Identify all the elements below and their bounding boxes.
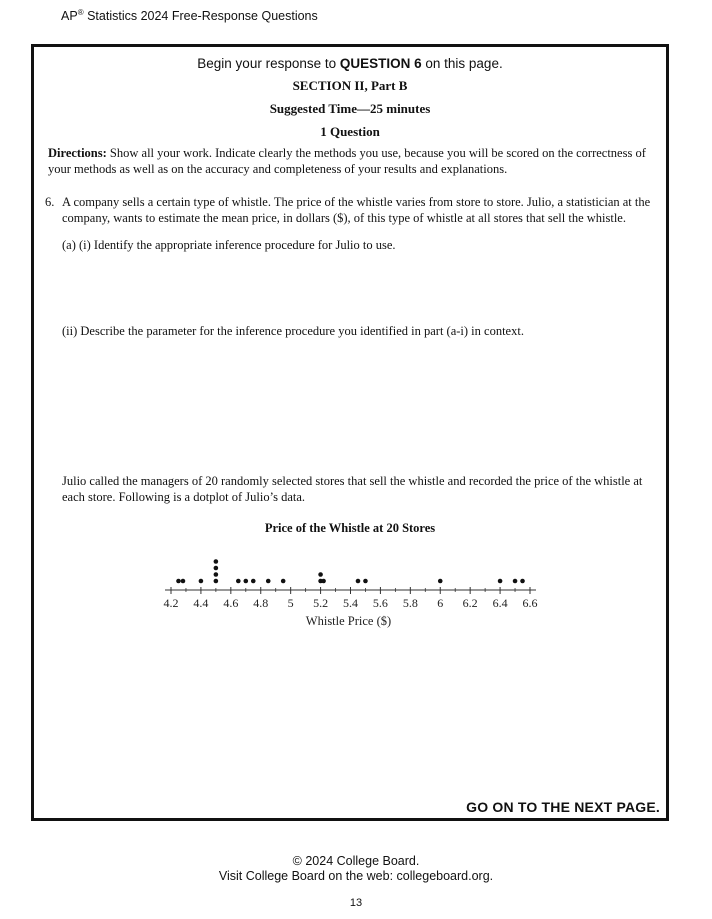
x-tick-label: 5 xyxy=(287,596,294,610)
data-dot xyxy=(251,579,256,584)
visit-website: Visit College Board on the web: collegeboard.org. xyxy=(218,869,494,883)
x-axis-label: Whistle Price ($) xyxy=(305,614,392,628)
data-dot xyxy=(281,579,286,584)
section-title: SECTION II, Part B xyxy=(292,78,408,93)
x-tick-label: 6.4 xyxy=(492,596,508,610)
x-tick-label: 5.8 xyxy=(402,596,418,610)
chart-title: Price of the Whistle at 20 Stores xyxy=(264,521,436,535)
directions-text: Show all your work. Indicate clearly the methods you use, because you will be scored on the correctness of your methods as well as on the accuracy and completeness of your results and explanations. xyxy=(48,146,646,176)
page-number: 13 xyxy=(349,897,363,909)
begin-prefix: Begin your response to xyxy=(197,56,340,71)
copyright: © 2024 College Board. xyxy=(292,854,420,868)
x-tick-label: 6 xyxy=(437,596,444,610)
data-dot xyxy=(214,572,219,577)
data-dot xyxy=(199,579,204,584)
running-header xyxy=(61,8,318,23)
x-tick-label: 4.2 xyxy=(163,596,179,610)
part-a-i: (a) (i) Identify the appropriate inference procedure for Julio to use. xyxy=(62,238,396,252)
x-tick-label: 6.2 xyxy=(462,596,478,610)
data-dot xyxy=(214,579,219,584)
data-dot xyxy=(243,579,248,584)
response-box xyxy=(31,44,669,821)
part-a-ii: (ii) Describe the parameter for the inference procedure you identified in part (a-i) in context. xyxy=(62,324,524,338)
begin-question-number: QUESTION 6 xyxy=(339,56,422,71)
x-tick-label: 5.6 xyxy=(372,596,388,610)
question-number: 6. xyxy=(45,195,55,209)
begin-response-line xyxy=(34,56,666,71)
data-dot xyxy=(363,579,368,584)
x-tick-label: 6.6 xyxy=(522,596,538,610)
directions-label: Directions: xyxy=(48,146,107,160)
data-dot xyxy=(236,579,241,584)
data-dot xyxy=(513,579,518,584)
x-tick-label: 5.2 xyxy=(313,596,329,610)
directions xyxy=(48,145,663,177)
data-dot xyxy=(438,579,443,584)
data-dot xyxy=(214,559,219,564)
data-dot xyxy=(176,579,181,584)
data-dot xyxy=(266,579,271,584)
x-tick-label: 4.6 xyxy=(223,596,239,610)
go-on-next-page: GO ON TO THE NEXT PAGE. xyxy=(466,799,660,815)
running-title: Statistics 2024 Free-Response Questions xyxy=(87,9,318,24)
data-dot xyxy=(356,579,361,584)
data-dot xyxy=(214,566,219,571)
x-tick-label: 5.4 xyxy=(343,596,358,610)
dotplot-chart xyxy=(34,539,666,629)
question-count: 1 Question xyxy=(320,124,380,139)
data-dot xyxy=(498,579,503,584)
data-intro: Julio called the managers of 20 randomly selected stores that sell the whistle and recorded the price of the whistle at each store. Following is a dotplot of Julio’s data. xyxy=(62,474,643,504)
registered-mark: ® xyxy=(77,8,84,17)
data-dot xyxy=(520,579,525,584)
question-stem-text: A company sells a certain type of whistle. The price of the whistle varies from store to store. Julio, a statistician at the company, wants to estimate the mean price, in dollars ($), of this type of whistle at all stores that sell the whistle. xyxy=(62,195,651,225)
data-dot xyxy=(181,579,186,584)
footer xyxy=(0,854,712,884)
data-dot xyxy=(321,579,326,584)
begin-suffix: on this page. xyxy=(421,56,503,71)
suggested-time: Suggested Time—25 minutes xyxy=(269,101,431,116)
data-dot xyxy=(318,572,323,577)
question-6-stem xyxy=(45,194,665,226)
brand-ap: AP xyxy=(61,9,78,24)
x-tick-label: 4.8 xyxy=(253,596,269,610)
x-tick-label: 4.4 xyxy=(193,596,209,610)
